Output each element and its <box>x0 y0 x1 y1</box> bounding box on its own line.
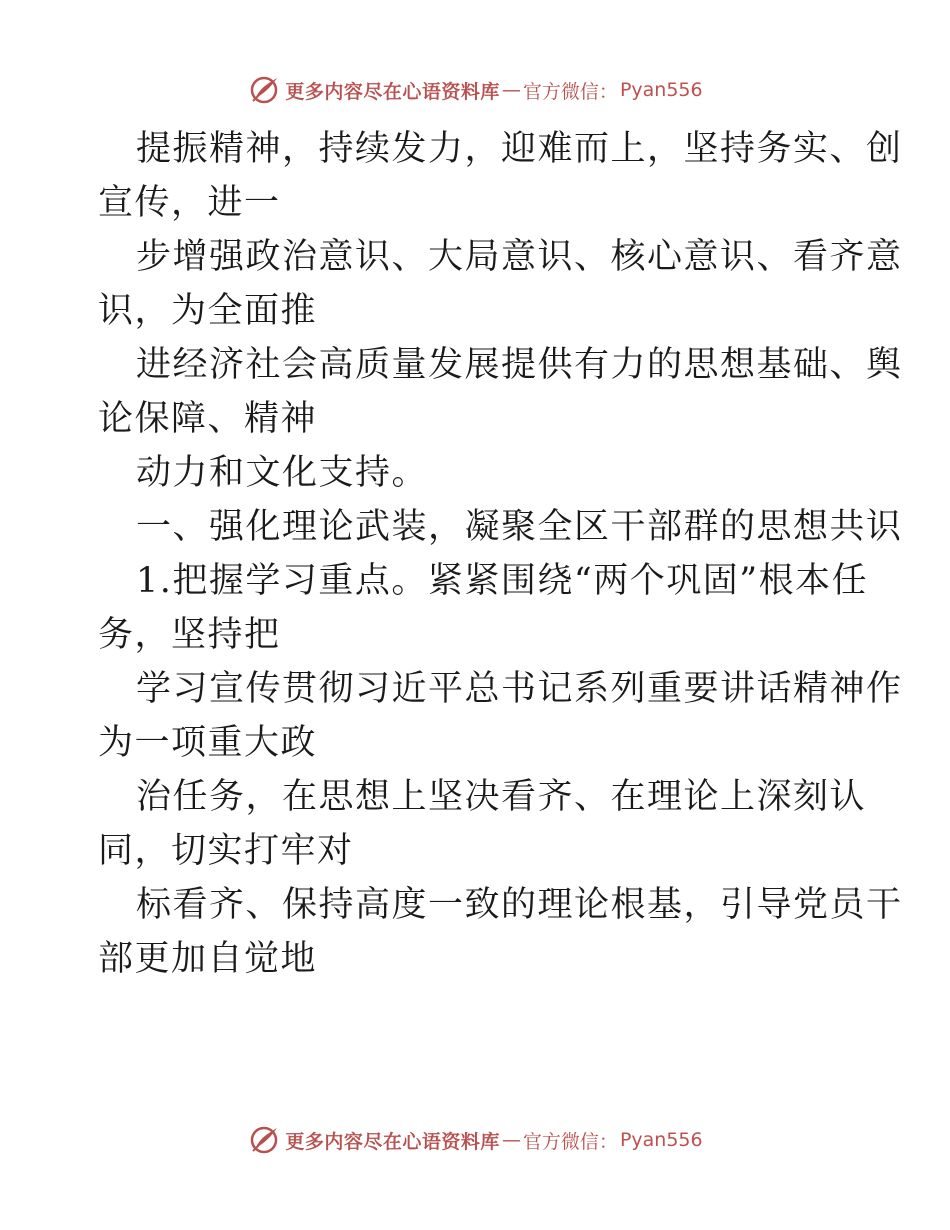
quill-swirl-logo-icon <box>247 73 281 107</box>
section-heading: 一、强化理论武装，凝聚全区干部群的思想共识 <box>136 507 903 547</box>
document-body <box>98 122 903 986</box>
banner-wechat-label: 官方微信： <box>522 80 618 103</box>
text-line: 部更加自觉地 <box>98 939 318 979</box>
text-line: 为一项重大政 <box>98 723 318 763</box>
text-line: 宣传，进一 <box>98 183 281 223</box>
text-line: 进经济社会高质量发展提供有力的思想基础、舆 <box>136 345 903 385</box>
text-line: 治任务，在思想上坚决看齐、在理论上深刻认 <box>136 777 867 817</box>
quill-swirl-logo-icon <box>247 1123 281 1157</box>
banner-wechat-id: Pyan556 <box>619 79 703 101</box>
banner-separator: — <box>501 79 521 101</box>
text-line: 标看齐、保持高度一致的理论根基，引导党员干 <box>136 885 903 925</box>
banner-wechat-id: Pyan556 <box>619 1129 703 1151</box>
text-line: 务，坚持把 <box>98 615 281 655</box>
text-line: 同，切实打牢对 <box>98 831 354 871</box>
banner-site-text: 更多内容尽在心语资料库 <box>285 80 500 103</box>
header-banner <box>0 70 950 110</box>
text-line: 1.把握学习重点。紧紧围绕“两个巩固”根本任 <box>136 561 869 601</box>
text-line: 提振精神，持续发力，迎难而上，坚持务实、创 <box>136 129 903 169</box>
footer-banner <box>0 1120 950 1160</box>
text-line: 识，为全面推 <box>98 291 318 331</box>
banner-wechat-label: 官方微信： <box>522 1130 618 1153</box>
text-line: 论保障、精神 <box>98 399 318 439</box>
text-line: 步增强政治意识、大局意识、核心意识、看齐意 <box>136 237 903 277</box>
text-line: 动力和文化支持。 <box>136 453 429 493</box>
banner-site-text: 更多内容尽在心语资料库 <box>285 1130 500 1153</box>
banner-separator: — <box>501 1129 521 1151</box>
text-line: 学习宣传贯彻习近平总书记系列重要讲话精神作 <box>136 669 903 709</box>
